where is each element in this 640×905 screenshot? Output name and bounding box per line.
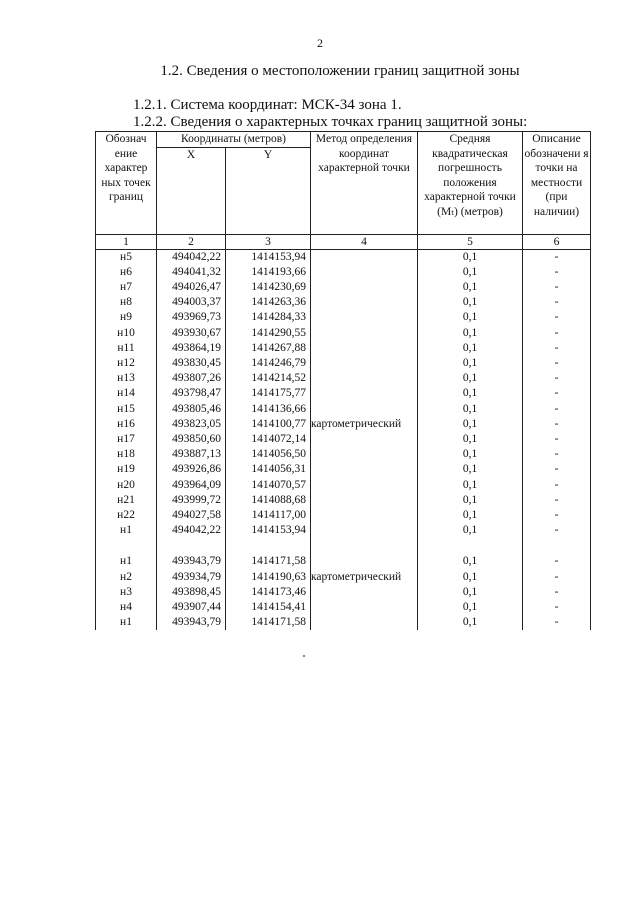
cell-y: 1414100,77 xyxy=(226,417,311,432)
cell-method xyxy=(311,432,418,447)
cell-error: 0,1 xyxy=(418,432,523,447)
cell-error: 0,1 xyxy=(418,341,523,356)
cell-description: - xyxy=(523,265,591,280)
cell-description: - xyxy=(523,615,591,630)
header-coordinates: Координаты (метров) xyxy=(157,132,311,148)
cell-y: 1414173,46 xyxy=(226,585,311,600)
cell-y: 1414267,88 xyxy=(226,341,311,356)
page-number: 2 xyxy=(317,36,323,50)
header-y: Y xyxy=(226,147,311,234)
cell-x: 494026,47 xyxy=(157,280,226,295)
empty-cell xyxy=(226,538,311,554)
cell-description: - xyxy=(523,447,591,462)
cell-x: 494042,22 xyxy=(157,523,226,538)
table-row xyxy=(96,462,591,477)
cell-x: 493850,60 xyxy=(157,432,226,447)
empty-cell xyxy=(96,538,157,554)
cell-point: н21 xyxy=(96,493,157,508)
header-error: Средняя квадратическая погрешность положения характерной точки (Mₜ) (метров) xyxy=(418,132,523,235)
cell-x: 494041,32 xyxy=(157,265,226,280)
cell-description: - xyxy=(523,570,591,585)
cell-description: - xyxy=(523,585,591,600)
cell-description: - xyxy=(523,462,591,477)
cell-x: 493887,13 xyxy=(157,447,226,462)
cell-point: н13 xyxy=(96,371,157,386)
cell-point: н16 xyxy=(96,417,157,432)
cell-y: 1414136,66 xyxy=(226,402,311,417)
cell-point: н15 xyxy=(96,402,157,417)
cell-method: картометрический xyxy=(311,417,418,432)
cell-error: 0,1 xyxy=(418,402,523,417)
cell-x: 493964,09 xyxy=(157,478,226,493)
cell-method xyxy=(311,341,418,356)
cell-error: 0,1 xyxy=(418,462,523,477)
cell-method xyxy=(311,371,418,386)
cell-method xyxy=(311,462,418,477)
table-row xyxy=(96,326,591,341)
cell-method xyxy=(311,615,418,630)
table-row xyxy=(96,600,591,615)
cell-method xyxy=(311,493,418,508)
cell-point: н1 xyxy=(96,554,157,569)
cell-description: - xyxy=(523,310,591,325)
cell-point: н7 xyxy=(96,280,157,295)
cell-error: 0,1 xyxy=(418,326,523,341)
cell-point: н8 xyxy=(96,295,157,310)
cell-y: 1414230,69 xyxy=(226,280,311,295)
cell-method: картометрический xyxy=(311,570,418,585)
cell-y: 1414263,36 xyxy=(226,295,311,310)
cell-point: н4 xyxy=(96,600,157,615)
cell-point: н14 xyxy=(96,386,157,401)
table-row xyxy=(96,508,591,523)
cell-error: 0,1 xyxy=(418,523,523,538)
table-row xyxy=(96,295,591,310)
cell-description: - xyxy=(523,432,591,447)
cell-error: 0,1 xyxy=(418,508,523,523)
cell-y: 1414153,94 xyxy=(226,523,311,538)
cell-error: 0,1 xyxy=(418,554,523,569)
header-method: Метод определения координат характерной точки xyxy=(311,132,418,235)
column-number: 2 xyxy=(157,234,226,249)
table-row xyxy=(96,310,591,325)
empty-cell xyxy=(418,538,523,554)
cell-method xyxy=(311,265,418,280)
cell-method xyxy=(311,310,418,325)
cell-y: 1414153,94 xyxy=(226,249,311,265)
header-point-designation: Обознач ение характер ных точек границ xyxy=(96,132,157,235)
table-row xyxy=(96,341,591,356)
cell-x: 493999,72 xyxy=(157,493,226,508)
cell-x: 494003,37 xyxy=(157,295,226,310)
table-row xyxy=(96,417,591,432)
table-row xyxy=(96,356,591,371)
cell-y: 1414154,41 xyxy=(226,600,311,615)
cell-point: н11 xyxy=(96,341,157,356)
table-row xyxy=(96,280,591,295)
cell-description: - xyxy=(523,554,591,569)
cell-point: н1 xyxy=(96,523,157,538)
cell-error: 0,1 xyxy=(418,295,523,310)
cell-method xyxy=(311,249,418,265)
table-row xyxy=(96,615,591,630)
cell-method xyxy=(311,386,418,401)
cell-y: 1414056,31 xyxy=(226,462,311,477)
table-row xyxy=(96,585,591,600)
table-row xyxy=(96,432,591,447)
cell-point: н2 xyxy=(96,570,157,585)
table-row xyxy=(96,386,591,401)
cell-description: - xyxy=(523,280,591,295)
cell-x: 493807,26 xyxy=(157,371,226,386)
cell-x: 494042,22 xyxy=(157,249,226,265)
cell-description: - xyxy=(523,600,591,615)
cell-point: н5 xyxy=(96,249,157,265)
empty-cell xyxy=(157,538,226,554)
cell-description: - xyxy=(523,508,591,523)
column-number-row xyxy=(96,234,591,249)
cell-error: 0,1 xyxy=(418,280,523,295)
cell-method xyxy=(311,523,418,538)
cell-point: н17 xyxy=(96,432,157,447)
column-number: 6 xyxy=(523,234,591,249)
cell-y: 1414088,68 xyxy=(226,493,311,508)
scan-speck xyxy=(303,655,305,657)
cell-point: н19 xyxy=(96,462,157,477)
cell-method xyxy=(311,585,418,600)
cell-method xyxy=(311,447,418,462)
cell-method xyxy=(311,554,418,569)
cell-error: 0,1 xyxy=(418,615,523,630)
table-row xyxy=(96,478,591,493)
cell-x: 493943,79 xyxy=(157,554,226,569)
cell-y: 1414193,66 xyxy=(226,265,311,280)
cell-x: 493805,46 xyxy=(157,402,226,417)
column-number: 3 xyxy=(226,234,311,249)
cell-x: 493930,67 xyxy=(157,326,226,341)
table-row xyxy=(96,265,591,280)
cell-point: н12 xyxy=(96,356,157,371)
cell-description: - xyxy=(523,417,591,432)
cell-x: 493934,79 xyxy=(157,570,226,585)
cell-y: 1414171,58 xyxy=(226,615,311,630)
cell-description: - xyxy=(523,386,591,401)
cell-description: - xyxy=(523,523,591,538)
cell-x: 493864,19 xyxy=(157,341,226,356)
cell-error: 0,1 xyxy=(418,265,523,280)
cell-error: 0,1 xyxy=(418,249,523,265)
cell-error: 0,1 xyxy=(418,356,523,371)
cell-x: 493898,45 xyxy=(157,585,226,600)
cell-x: 493830,45 xyxy=(157,356,226,371)
cell-error: 0,1 xyxy=(418,417,523,432)
coordinate-system-line: 1.2.1. Система координат: МСК-34 зона 1. xyxy=(133,97,402,113)
cell-point: н18 xyxy=(96,447,157,462)
table-row xyxy=(96,447,591,462)
cell-description: - xyxy=(523,341,591,356)
cell-error: 0,1 xyxy=(418,478,523,493)
cell-point: н20 xyxy=(96,478,157,493)
cell-description: - xyxy=(523,326,591,341)
cell-method xyxy=(311,600,418,615)
cell-point: н6 xyxy=(96,265,157,280)
table-row xyxy=(96,371,591,386)
table-body xyxy=(96,249,591,630)
table-row xyxy=(96,570,591,585)
cell-method xyxy=(311,356,418,371)
table-row xyxy=(96,493,591,508)
section-title: 1.2. Сведения о местоположении границ защитной зоны xyxy=(160,63,520,79)
cell-error: 0,1 xyxy=(418,570,523,585)
cell-x: 493798,47 xyxy=(157,386,226,401)
cell-method xyxy=(311,280,418,295)
cell-y: 1414070,57 xyxy=(226,478,311,493)
cell-description: - xyxy=(523,371,591,386)
cell-error: 0,1 xyxy=(418,386,523,401)
column-number: 4 xyxy=(311,234,418,249)
cell-x: 493926,86 xyxy=(157,462,226,477)
cell-y: 1414246,79 xyxy=(226,356,311,371)
header-description: Описание обозначени я точки на местности (при наличии) xyxy=(523,132,591,235)
cell-y: 1414117,00 xyxy=(226,508,311,523)
cell-method xyxy=(311,326,418,341)
header-x: X xyxy=(157,147,226,234)
column-number: 1 xyxy=(96,234,157,249)
cell-y: 1414171,58 xyxy=(226,554,311,569)
cell-description: - xyxy=(523,478,591,493)
cell-error: 0,1 xyxy=(418,585,523,600)
cell-x: 493943,79 xyxy=(157,615,226,630)
cell-error: 0,1 xyxy=(418,493,523,508)
cell-point: н9 xyxy=(96,310,157,325)
cell-x: 493823,05 xyxy=(157,417,226,432)
cell-x: 493969,73 xyxy=(157,310,226,325)
table-row xyxy=(96,523,591,538)
cell-description: - xyxy=(523,295,591,310)
cell-y: 1414072,14 xyxy=(226,432,311,447)
cell-point: н22 xyxy=(96,508,157,523)
cell-x: 493907,44 xyxy=(157,600,226,615)
cell-method xyxy=(311,402,418,417)
table-row xyxy=(96,402,591,417)
cell-method xyxy=(311,478,418,493)
cell-y: 1414190,63 xyxy=(226,570,311,585)
cell-y: 1414056,50 xyxy=(226,447,311,462)
cell-description: - xyxy=(523,493,591,508)
cell-error: 0,1 xyxy=(418,371,523,386)
cell-error: 0,1 xyxy=(418,600,523,615)
cell-point: н3 xyxy=(96,585,157,600)
cell-y: 1414175,77 xyxy=(226,386,311,401)
cell-method xyxy=(311,295,418,310)
cell-y: 1414290,55 xyxy=(226,326,311,341)
cell-point: н10 xyxy=(96,326,157,341)
table-row xyxy=(96,249,591,265)
empty-cell xyxy=(523,538,591,554)
group-separator xyxy=(96,538,591,554)
cell-description: - xyxy=(523,402,591,417)
empty-cell xyxy=(311,538,418,554)
column-number: 5 xyxy=(418,234,523,249)
boundary-points-table xyxy=(95,131,591,630)
cell-description: - xyxy=(523,249,591,265)
points-info-heading: 1.2.2. Сведения о характерных точках границ защитной зоны: xyxy=(133,114,528,130)
table-row xyxy=(96,554,591,569)
cell-error: 0,1 xyxy=(418,310,523,325)
cell-x: 494027,58 xyxy=(157,508,226,523)
cell-method xyxy=(311,508,418,523)
cell-y: 1414214,52 xyxy=(226,371,311,386)
cell-error: 0,1 xyxy=(418,447,523,462)
cell-y: 1414284,33 xyxy=(226,310,311,325)
cell-description: - xyxy=(523,356,591,371)
cell-point: н1 xyxy=(96,615,157,630)
